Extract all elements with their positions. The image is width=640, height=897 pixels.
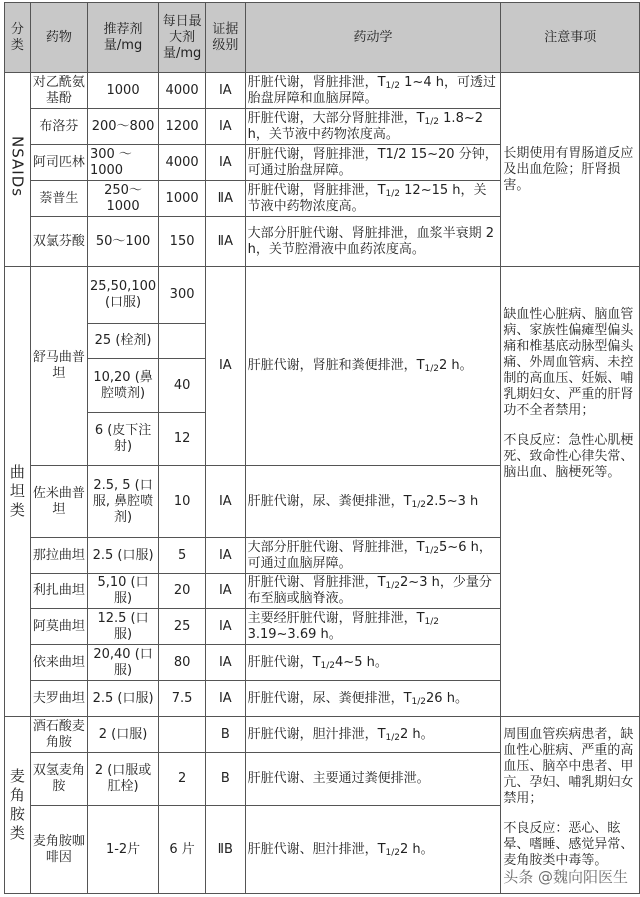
- evidence: IA: [206, 681, 246, 717]
- max-dose: 5: [159, 538, 206, 574]
- dose: 20,40 (口服): [87, 645, 158, 681]
- dose: 5,10 (口服): [87, 574, 158, 609]
- max-dose: 25: [159, 609, 206, 645]
- table-row: [5, 717, 640, 753]
- pk: 肝脏代谢，尿、粪便排泄，$T_{1/2}2.5\sim 3$ h: [245, 466, 501, 538]
- evidence: ⅡB: [206, 806, 246, 894]
- max-dose: 40: [159, 359, 206, 413]
- drug-name: 依来曲坦: [30, 645, 87, 681]
- pk: 肝脏代谢，肾脏排泄，T1/2 15~20 分钟，可通过胎盘屏障。: [245, 145, 501, 181]
- pk: 肝脏代谢，$T_{1/2}4\sim 5$ h。: [245, 645, 501, 681]
- max-dose: 4000: [159, 73, 206, 109]
- drug-name: 夫罗曲坦: [30, 681, 87, 717]
- dose: 6 (皮下注射): [87, 413, 158, 466]
- header-notes: 注意事项: [501, 3, 640, 73]
- header-evidence: 证据级别: [206, 3, 246, 73]
- drug-name: 萘普生: [30, 181, 87, 217]
- drug-name: 那拉曲坦: [30, 538, 87, 574]
- dose: 1000: [87, 73, 158, 109]
- header-max-dose: 每日最大剂量/mg: [159, 3, 206, 73]
- table-row: [5, 267, 640, 324]
- drug-name: 阿司匹林: [30, 145, 87, 181]
- dose: 300 ～ 1000: [87, 145, 158, 181]
- dose: 12.5 (口服): [87, 609, 158, 645]
- dose: 2.5 (口服): [87, 681, 158, 717]
- header-row: [5, 3, 640, 73]
- watermark: 头条 @魏向阳医生: [503, 868, 628, 886]
- max-dose: [159, 717, 206, 753]
- migraine-drug-table: [4, 2, 640, 894]
- drug-name: 酒石酸麦角胺: [30, 717, 87, 753]
- dose: 50～100: [87, 217, 158, 267]
- evidence: IA: [206, 267, 246, 466]
- ergot-contraindications: 周围血管疾病患者，缺血性心脏病、严重的高血压、脑卒中患者、甲亢、孕妇、哺乳期妇女禁用；: [503, 727, 634, 806]
- evidence: IA: [206, 645, 246, 681]
- evidence: IA: [206, 109, 246, 145]
- pk: 肝脏代谢、胆汁排泄，$T_{1/2}2$ h。: [245, 806, 501, 894]
- header-pk: 药动学: [245, 3, 501, 73]
- dose: 10,20 (鼻腔喷剂): [87, 359, 158, 413]
- evidence: ⅡA: [206, 217, 246, 267]
- triptan-adverse-reactions: 不良反应：急性心肌梗死、致命性心律失常、脑出血、脑梗死等。: [503, 433, 634, 480]
- max-dose: [159, 324, 206, 359]
- pk: 肝脏代谢，肾脏和粪便排泄，$T_{1/2}2$ h。: [245, 267, 501, 466]
- dose: 25 (栓剂): [87, 324, 158, 359]
- category-ergots: 麦角胺类: [5, 717, 31, 894]
- max-dose: 4000: [159, 145, 206, 181]
- category-nsaids: NSAIDs: [5, 73, 31, 267]
- notes-nsaids: 长期使用有胃肠道反应及出血危险；肝肾损害。: [501, 73, 640, 267]
- max-dose: 80: [159, 645, 206, 681]
- drug-name: 佐米曲普坦: [30, 466, 87, 538]
- dose: 250～1000: [87, 181, 158, 217]
- dose: 2 (口服或肛栓): [87, 753, 158, 806]
- notes-triptans: [501, 267, 640, 717]
- max-dose: 1000: [159, 181, 206, 217]
- evidence: IA: [206, 574, 246, 609]
- dose: 2 (口服): [87, 717, 158, 753]
- evidence: IA: [206, 73, 246, 109]
- evidence: IA: [206, 609, 246, 645]
- max-dose: 2: [159, 753, 206, 806]
- dose: 25,50,100 (口服): [87, 267, 158, 324]
- pk: 肝脏代谢，大部分肾脏排泄，$T_{1/2}$ 1.8~2 h，关节液中药物浓度高。: [245, 109, 501, 145]
- drug-name: 麦角胺咖啡因: [30, 806, 87, 894]
- max-dose: 12: [159, 413, 206, 466]
- max-dose: 150: [159, 217, 206, 267]
- dose: 2.5, 5 (口服, 鼻腔喷剂): [87, 466, 158, 538]
- pk: 大部分肝脏代谢、肾脏排泄，血浆半衰期 2 h，关节腔滑液中血药浓度高。: [245, 217, 501, 267]
- header-drug: 药物: [30, 3, 87, 73]
- drug-name: 双氢麦角胺: [30, 753, 87, 806]
- evidence: IA: [206, 466, 246, 538]
- dose: 200～800: [87, 109, 158, 145]
- triptan-contraindications: 缺血性心脏病、脑血管病、家族性偏瘫型偏头痛和椎基底动脉型偏头痛、外周血管病、未控制的高血压、妊娠、哺乳期妇女、严重的肝肾功不全者禁用；: [503, 307, 634, 418]
- drug-name: 双氯芬酸: [30, 217, 87, 267]
- pk: 肝脏代谢，肾脏排泄，$T_{1/2}$ 1~4 h，可透过胎盘屏障和血脑屏障。: [245, 73, 501, 109]
- drug-name: 舒马曲普坦: [30, 267, 87, 466]
- dose: 2.5 (口服): [87, 538, 158, 574]
- header-dose: 推荐剂量/mg: [87, 3, 158, 73]
- max-dose: 20: [159, 574, 206, 609]
- dose: 1-2片: [87, 806, 158, 894]
- max-dose: 300: [159, 267, 206, 324]
- drug-name: 对乙酰氨基酚: [30, 73, 87, 109]
- drug-name: 布洛芬: [30, 109, 87, 145]
- pk: 肝脏代谢，胆汁排泄，$T_{1/2}2$ h。: [245, 717, 501, 753]
- evidence: IA: [206, 145, 246, 181]
- evidence: B: [206, 753, 246, 806]
- max-dose: 6 片: [159, 806, 206, 894]
- pk: 肝脏代谢、肾脏排泄，$T_{1/2}2\sim 3$ h，少量分布至脑或脑脊液。: [245, 574, 501, 609]
- pk: 大部分肝脏代谢、肾脏排泄，$T_{1/2}5\sim 6$ h，可通过血脑屏障。: [245, 538, 501, 574]
- table-row: [5, 73, 640, 109]
- drug-name: 阿莫曲坦: [30, 609, 87, 645]
- max-dose: 10: [159, 466, 206, 538]
- drug-name: 利扎曲坦: [30, 574, 87, 609]
- ergot-adverse-reactions: 不良反应：恶心、眩晕、嗜睡、感觉异常、麦角胺类中毒等。: [503, 821, 634, 868]
- evidence: IA: [206, 538, 246, 574]
- category-triptans: 曲坦类: [5, 267, 31, 717]
- pk: 肝脏代谢、主要通过粪便排泄。: [245, 753, 501, 806]
- evidence: ⅡA: [206, 181, 246, 217]
- evidence: B: [206, 717, 246, 753]
- max-dose: 7.5: [159, 681, 206, 717]
- header-category: 分类: [5, 3, 31, 73]
- pk: 肝脏代谢，肾脏排泄，$T_{1/2}$ 12~15 h，关节液中药物浓度高。: [245, 181, 501, 217]
- max-dose: 1200: [159, 109, 206, 145]
- pk: 肝脏代谢，尿、粪便排泄，$T_{1/2}26$ h。: [245, 681, 501, 717]
- pk: 主要经肝脏代谢，肾脏排泄，$T_{1/2}$ 3.19~3.69 h。: [245, 609, 501, 645]
